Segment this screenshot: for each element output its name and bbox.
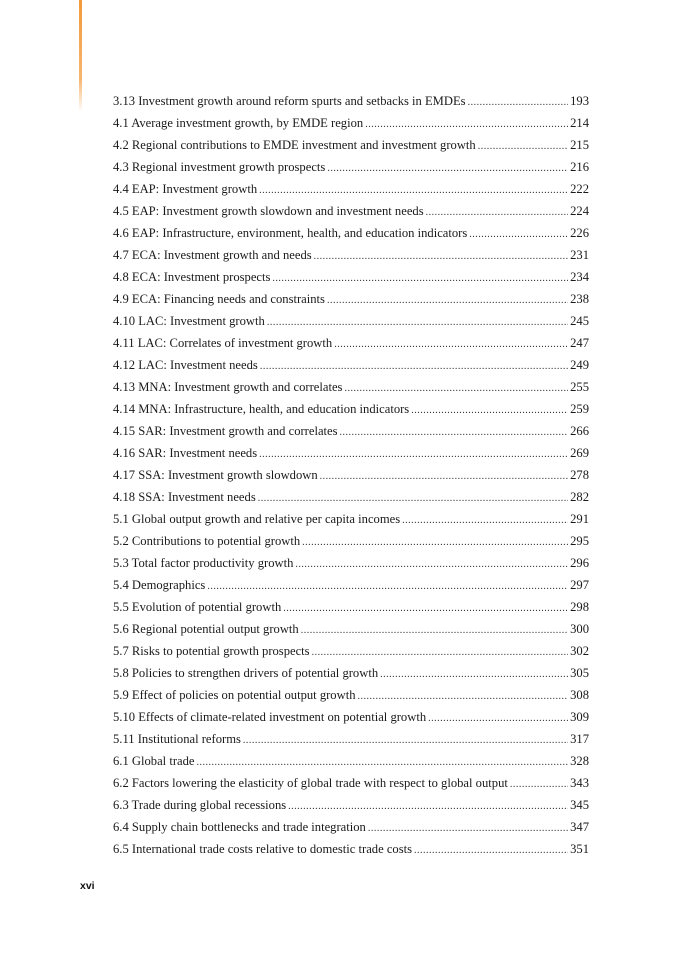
toc-entry-title: 4.14 MNA: Infrastructure, health, and education indicators	[113, 402, 410, 416]
toc-entry[interactable]	[113, 508, 589, 530]
toc-entry[interactable]	[113, 332, 589, 354]
toc-entry-page: 305	[570, 666, 589, 680]
toc-entry-title: 5.9 Effect of policies on potential output growth	[113, 688, 356, 702]
toc-entry-page: 295	[570, 534, 589, 548]
dot-leader	[380, 664, 568, 684]
toc-entry[interactable]	[113, 618, 589, 640]
toc-entry-title: 4.7 ECA: Investment growth and needs	[113, 248, 312, 262]
dot-leader	[510, 774, 568, 794]
toc-entry[interactable]	[113, 728, 589, 750]
toc-entry[interactable]	[113, 552, 589, 574]
dot-leader	[295, 554, 568, 574]
dot-leader	[368, 818, 568, 838]
toc-entry[interactable]	[113, 398, 589, 420]
toc-entry[interactable]	[113, 200, 589, 222]
toc-entry[interactable]	[113, 288, 589, 310]
toc-entry[interactable]	[113, 662, 589, 684]
toc-entry-title: 4.10 LAC: Investment growth	[113, 314, 265, 328]
accent-bar	[79, 0, 82, 112]
dot-leader	[468, 92, 569, 112]
toc-entry[interactable]	[113, 178, 589, 200]
toc-entry-page: 231	[570, 248, 589, 262]
toc-entry[interactable]	[113, 486, 589, 508]
toc-entry-title: 6.3 Trade during global recessions	[113, 798, 287, 812]
toc-entry[interactable]	[113, 244, 589, 266]
toc-entry-page: 224	[570, 204, 589, 218]
toc-entry[interactable]	[113, 640, 589, 662]
toc-entry[interactable]	[113, 838, 589, 860]
toc-entry-page: 245	[570, 314, 589, 328]
toc-entry[interactable]	[113, 354, 589, 376]
dot-leader	[259, 180, 568, 200]
dot-leader	[207, 576, 568, 596]
dot-leader	[196, 752, 568, 772]
dot-leader	[283, 598, 568, 618]
toc-entry-page: 266	[570, 424, 589, 438]
toc-entry-title: 4.15 SAR: Investment growth and correlates	[113, 424, 338, 438]
toc-entry-title: 4.1 Average investment growth, by EMDE region	[113, 116, 364, 130]
toc-entry-page: 278	[570, 468, 589, 482]
toc-entry[interactable]	[113, 816, 589, 838]
toc-entry-page: 214	[570, 116, 589, 130]
toc-entry-title: 4.12 LAC: Investment needs	[113, 358, 258, 372]
toc-entry-title: 5.10 Effects of climate-related investment on potential growth	[113, 710, 427, 724]
toc-entry-title: 4.9 ECA: Financing needs and constraints	[113, 292, 325, 306]
page-number: xvi	[80, 880, 95, 892]
toc-entry-title: 5.11 Institutional reforms	[113, 732, 241, 746]
toc-entry-page: 297	[570, 578, 589, 592]
toc-entry[interactable]	[113, 794, 589, 816]
toc-entry-title: 6.5 International trade costs relative to domestic trade costs	[113, 842, 413, 856]
toc-entry-title: 5.6 Regional potential output growth	[113, 622, 299, 636]
toc-entry-title: 5.5 Evolution of potential growth	[113, 600, 282, 614]
toc-entry-title: 4.17 SSA: Investment growth slowdown	[113, 468, 318, 482]
toc-entry[interactable]	[113, 90, 589, 112]
dot-leader	[334, 334, 568, 354]
toc-entry-page: 328	[570, 754, 589, 768]
toc-entry[interactable]	[113, 530, 589, 552]
dot-leader	[469, 224, 568, 244]
dot-leader	[302, 532, 568, 552]
toc-entry-title: 4.4 EAP: Investment growth	[113, 182, 258, 196]
toc-entry[interactable]	[113, 156, 589, 178]
toc-entry-page: 309	[570, 710, 589, 724]
dot-leader	[267, 312, 568, 332]
toc-entry-page: 296	[570, 556, 589, 570]
toc-entry-page: 222	[570, 182, 589, 196]
dot-leader	[402, 510, 568, 530]
dot-leader	[358, 686, 569, 706]
dot-leader	[478, 136, 568, 156]
toc-entry-page: 298	[570, 600, 589, 614]
toc-entry-title: 5.2 Contributions to potential growth	[113, 534, 301, 548]
dot-leader	[258, 488, 568, 508]
table-of-contents	[113, 90, 589, 860]
toc-entry-page: 300	[570, 622, 589, 636]
toc-entry-page: 351	[570, 842, 589, 856]
toc-entry-title: 4.8 ECA: Investment prospects	[113, 270, 271, 284]
dot-leader	[301, 620, 568, 640]
toc-entry-title: 5.3 Total factor productivity growth	[113, 556, 294, 570]
dot-leader	[259, 444, 568, 464]
toc-entry[interactable]	[113, 596, 589, 618]
toc-entry-page: 282	[570, 490, 589, 504]
toc-entry-page: 291	[570, 512, 589, 526]
dot-leader	[426, 202, 569, 222]
dot-leader	[272, 268, 568, 288]
dot-leader	[243, 730, 568, 750]
toc-entry-title: 4.6 EAP: Infrastructure, environment, health, and education indicators	[113, 226, 468, 240]
toc-entry-title: 4.2 Regional contributions to EMDE investment and investment growth	[113, 138, 476, 152]
toc-entry[interactable]	[113, 750, 589, 772]
toc-entry-page: 247	[570, 336, 589, 350]
toc-entry[interactable]	[113, 772, 589, 794]
toc-entry-title: 6.4 Supply chain bottlenecks and trade integration	[113, 820, 366, 834]
toc-entry-title: 4.16 SAR: Investment needs	[113, 446, 258, 460]
dot-leader	[312, 642, 569, 662]
toc-entry[interactable]	[113, 376, 589, 398]
toc-entry-title: 3.13 Investment growth around reform spurts and setbacks in EMDEs	[113, 94, 466, 108]
toc-entry-title: 4.3 Regional investment growth prospects	[113, 160, 326, 174]
toc-entry-page: 345	[570, 798, 589, 812]
toc-entry-page: 343	[570, 776, 589, 790]
toc-entry-page: 226	[570, 226, 589, 240]
toc-entry[interactable]	[113, 574, 589, 596]
toc-entry[interactable]	[113, 112, 589, 134]
dot-leader	[288, 796, 568, 816]
toc-entry-page: 193	[570, 94, 589, 108]
toc-entry[interactable]	[113, 706, 589, 728]
toc-entry-page: 347	[570, 820, 589, 834]
toc-entry-page: 234	[570, 270, 589, 284]
toc-entry[interactable]	[113, 266, 589, 288]
toc-entry[interactable]	[113, 464, 589, 486]
dot-leader	[314, 246, 568, 266]
dot-leader	[340, 422, 569, 442]
dot-leader	[411, 400, 568, 420]
toc-entry-page: 255	[570, 380, 589, 394]
toc-entry-page: 238	[570, 292, 589, 306]
toc-entry-page: 249	[570, 358, 589, 372]
toc-entry-title: 4.13 MNA: Investment growth and correlates	[113, 380, 343, 394]
toc-entry-title: 4.11 LAC: Correlates of investment growth	[113, 336, 333, 350]
dot-leader	[327, 158, 568, 178]
dot-leader	[428, 708, 568, 728]
toc-entry-title: 5.1 Global output growth and relative per capita incomes	[113, 512, 401, 526]
toc-entry-title: 6.1 Global trade	[113, 754, 195, 768]
toc-entry-title: 4.18 SSA: Investment needs	[113, 490, 256, 504]
toc-entry-page: 302	[570, 644, 589, 658]
toc-entry[interactable]	[113, 310, 589, 332]
toc-entry-title: 5.4 Demographics	[113, 578, 206, 592]
dot-leader	[320, 466, 568, 486]
toc-entry[interactable]	[113, 442, 589, 464]
toc-entry-title: 6.2 Factors lowering the elasticity of global trade with respect to global output	[113, 776, 508, 790]
dot-leader	[344, 378, 568, 398]
toc-entry-page: 216	[570, 160, 589, 174]
toc-entry[interactable]	[113, 134, 589, 156]
toc-entry[interactable]	[113, 222, 589, 244]
toc-entry-page: 317	[570, 732, 589, 746]
toc-entry-title: 4.5 EAP: Investment growth slowdown and investment needs	[113, 204, 424, 218]
dot-leader	[327, 290, 568, 310]
toc-entry[interactable]	[113, 684, 589, 706]
toc-entry-page: 259	[570, 402, 589, 416]
toc-entry-page: 308	[570, 688, 589, 702]
dot-leader	[260, 356, 568, 376]
dot-leader	[365, 114, 568, 134]
dot-leader	[414, 840, 568, 860]
toc-entry[interactable]	[113, 420, 589, 442]
toc-entry-title: 5.7 Risks to potential growth prospects	[113, 644, 310, 658]
toc-entry-page: 269	[570, 446, 589, 460]
toc-entry-title: 5.8 Policies to strengthen drivers of potential growth	[113, 666, 379, 680]
toc-entry-page: 215	[570, 138, 589, 152]
